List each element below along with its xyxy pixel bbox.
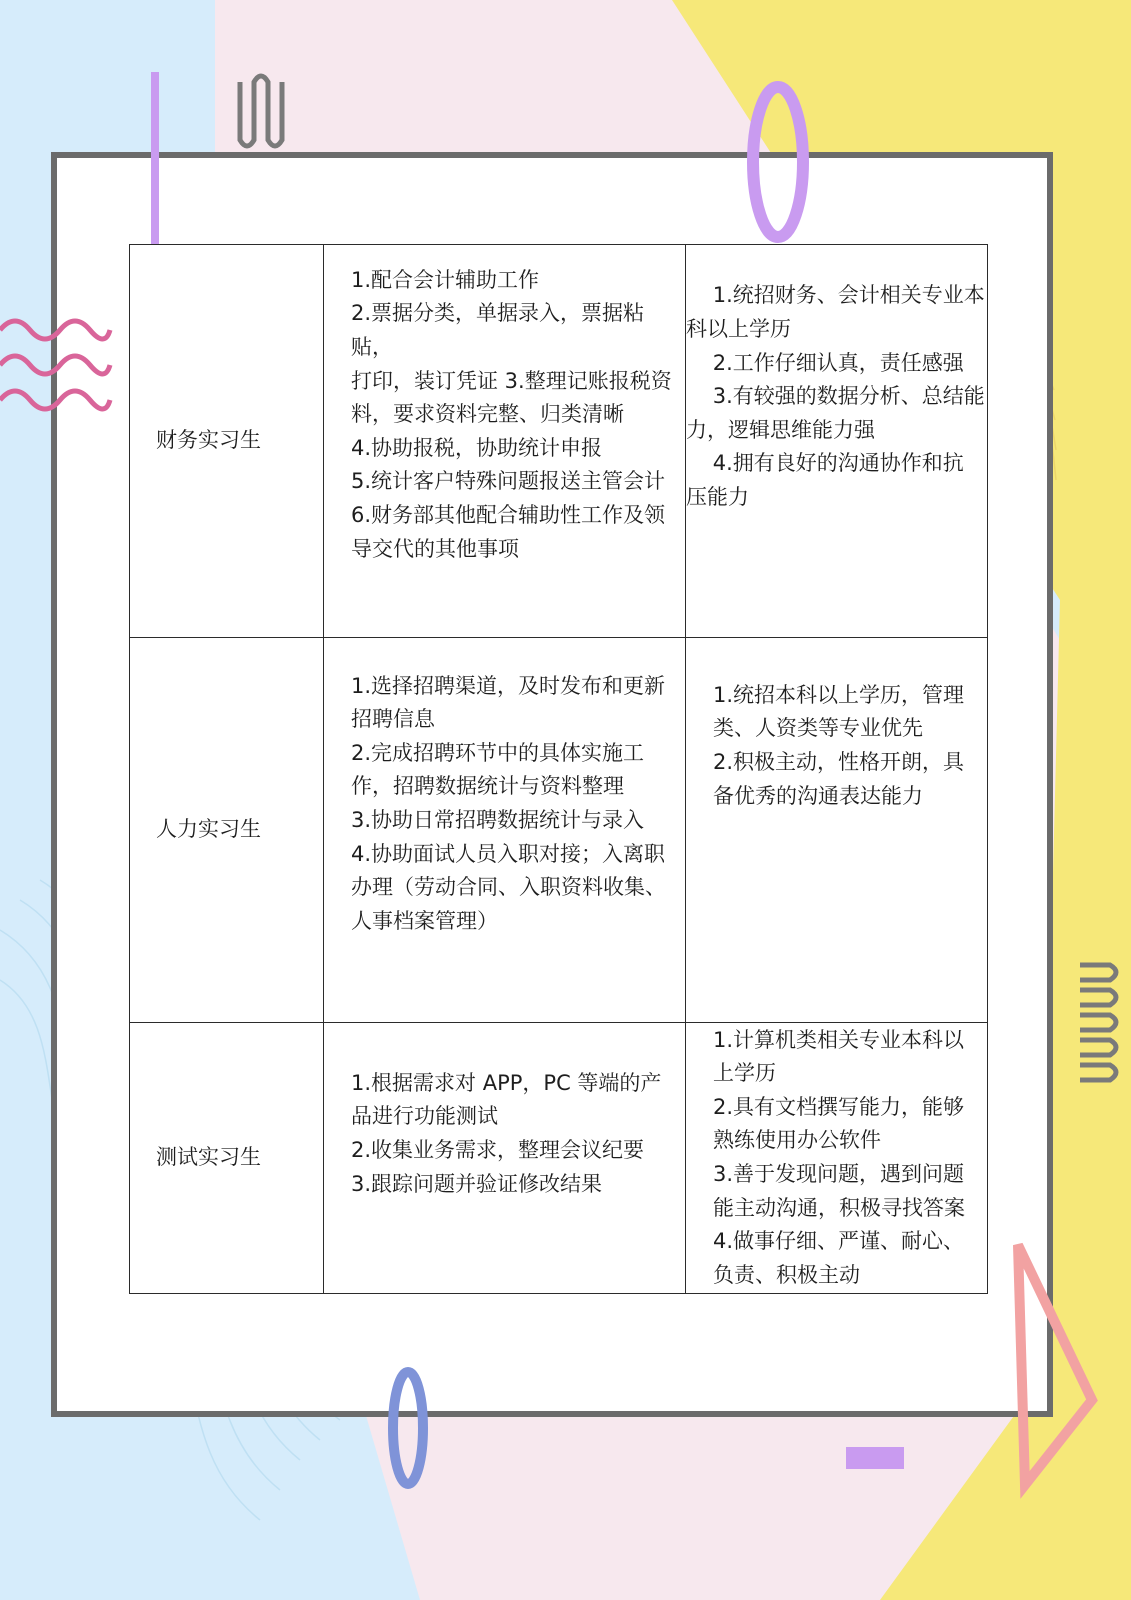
duties-text: 1.选择招聘渠道，及时发布和更新 招聘信息 2.完成招聘环节中的具体实施工 作，招聘数据统计与资料整理 3.协助日常招聘数据统计与录入 4.协助面试人员入职对接；入离职 办理（劳动合同、入职资料收集、 人事档案管理） <box>351 673 666 933</box>
duties-text: 1.配合会计辅助工作 2.票据分类，单据录入，票据粘贴， 打印，装订凭证 3.整理记账报税资 料，要求资料完整、归类清晰 4.协助报税，协助统计申报 5.统计客户特殊问题报送主管会计 6.财务部其他配合辅助性工作及领 导交代的其他事项 <box>351 267 672 561</box>
duties-cell <box>324 1023 686 1294</box>
requirements-text: 1.计算机类相关专业本科以 上学历 2.具有文档撰写能力，能够 熟练使用办公软件 3.善于发现问题，遇到问题 能主动沟通，积极寻找答案 4.做事仔细、严谨、耐心、 负责、积极主动 <box>713 1027 965 1287</box>
duties-text: 1.根据需求对 APP，PC 等端的产 品进行功能测试 2.收集业务需求，整理会议纪要 3.跟踪问题并验证修改结果 <box>351 1070 662 1196</box>
requirements-cell <box>686 638 988 1023</box>
role-name: 财务实习生 <box>156 428 261 453</box>
requirements-text: 1.统招财务、会计相关专业本 科以上学历 2.工作仔细认真，责任感强 3.有较强的数据分析、总结能 力，逻辑思维能力强 4.拥有良好的沟通协作和抗 压能力 <box>686 283 985 509</box>
table-row <box>130 1023 988 1294</box>
table-row <box>130 245 988 638</box>
requirements-cell <box>686 245 988 638</box>
role-cell <box>130 245 324 638</box>
duties-cell <box>324 638 686 1023</box>
role-name: 测试实习生 <box>156 1145 261 1170</box>
internship-table <box>129 244 988 1294</box>
role-name: 人力实习生 <box>156 817 261 842</box>
requirements-cell <box>686 1023 988 1294</box>
requirements-text: 1.统招本科以上学历，管理 类、人资类等专业优先 2.积极主动，性格开朗，具 备优秀的沟通表达能力 <box>713 682 965 808</box>
table-row <box>130 638 988 1023</box>
role-cell <box>130 638 324 1023</box>
duties-cell <box>324 245 686 638</box>
role-cell <box>130 1023 324 1294</box>
